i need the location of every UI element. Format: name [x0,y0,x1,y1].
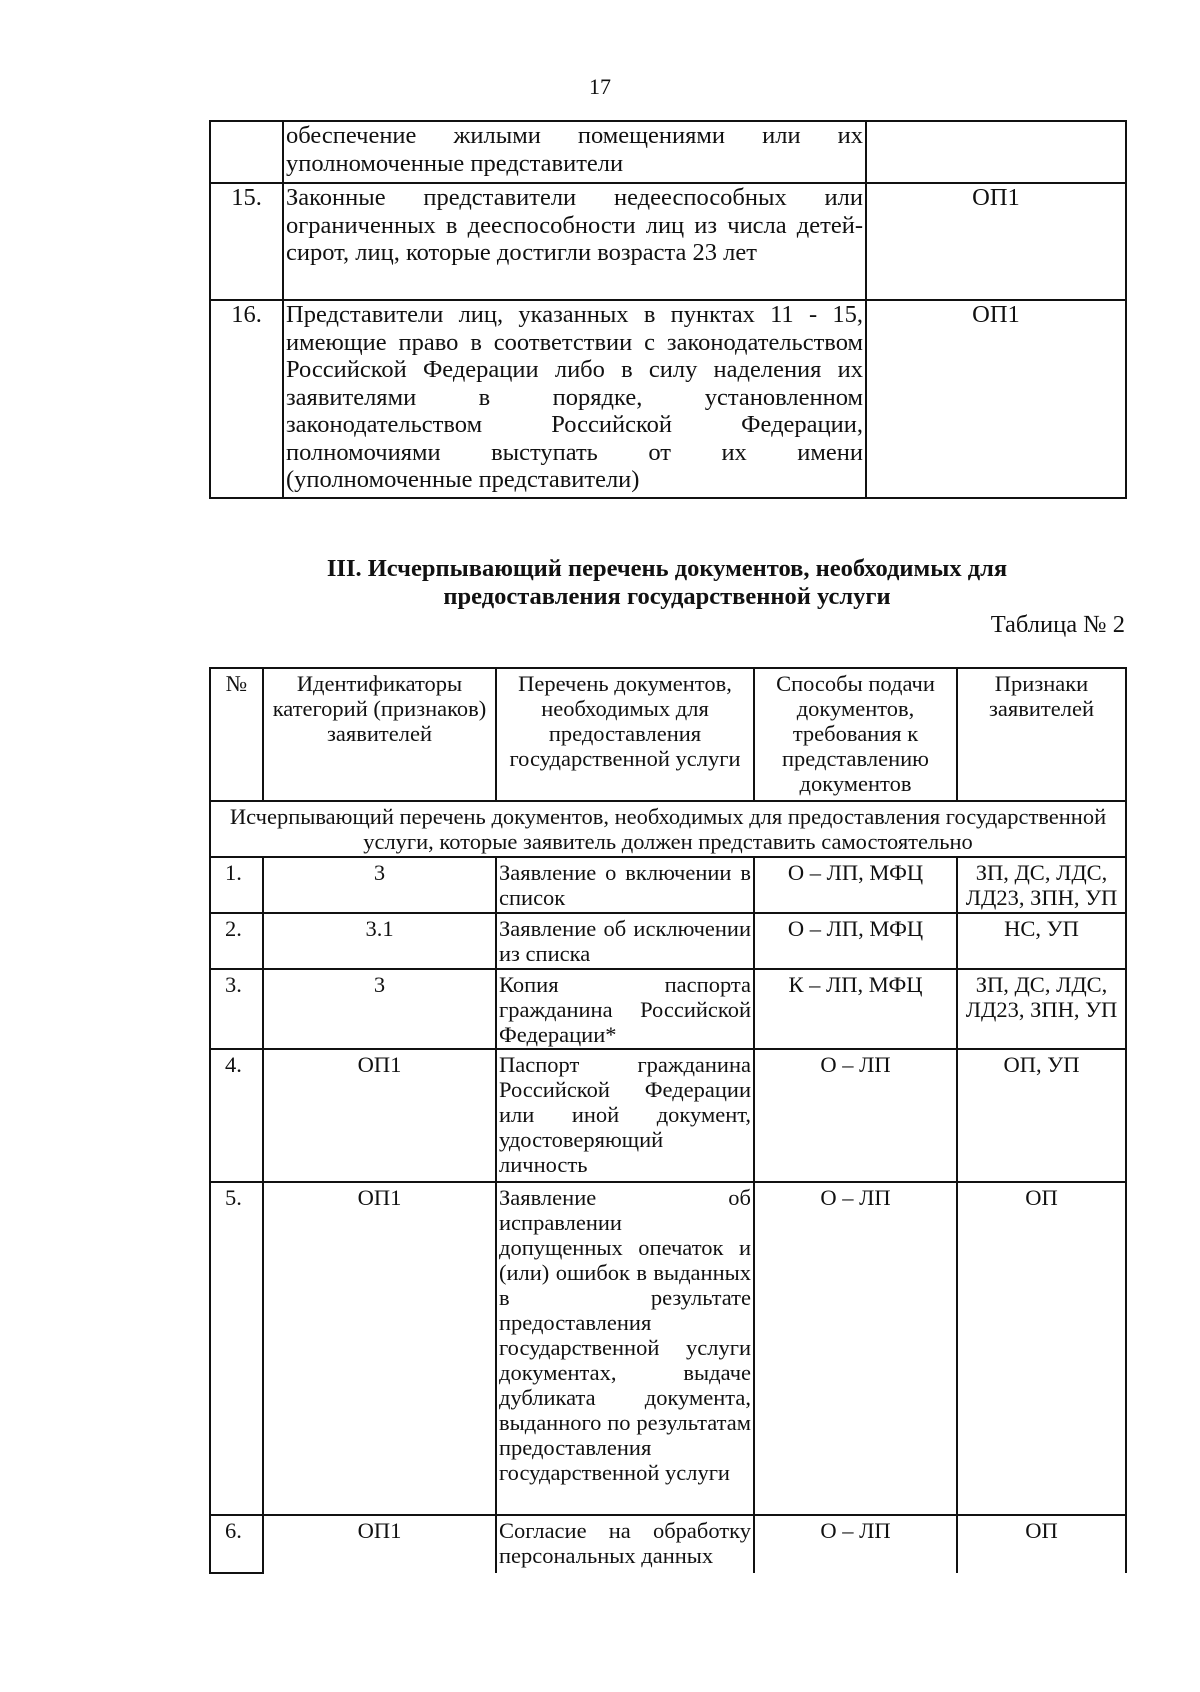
table-section-row [210,801,1126,857]
category-identifier: 3.1 [263,913,496,969]
table-row [210,969,1126,1049]
section-title [209,555,1125,611]
submission-method: О – ЛП [754,1182,957,1515]
category-identifier: ОП1 [263,1515,496,1573]
applicant-signs: ОП, УП [957,1049,1126,1182]
table-row [210,300,1126,498]
category-identifier: 3 [263,969,496,1049]
header-identifiers: Идентификаторы категорий (признаков) заявителей [263,668,496,801]
header-submission-methods: Способы подачи документов, требования к представлению документов [754,668,957,801]
applicant-signs: НС, УП [957,913,1126,969]
applicant-signs: ЗП, ДС, ЛДС, ЛД23, ЗПН, УП [957,969,1126,1049]
row-number: 6. [210,1515,263,1573]
category-identifier: ОП1 [263,1182,496,1515]
submission-method: О – ЛП [754,1515,957,1573]
row-number: 2. [210,913,263,969]
document-name: Заявление об исключении из списка [496,913,754,969]
category-identifier: 3 [263,857,496,913]
submission-method: К – ЛП, МФЦ [754,969,957,1049]
document-name: Заявление о включении в список [496,857,754,913]
section-title-line-2: предоставления государственной услуги [443,583,891,610]
table-row [210,1049,1126,1182]
applicant-category-text: обеспечение жилыми помещениями или их уполномоченные представители [283,121,866,183]
row-number: 3. [210,969,263,1049]
submission-method: О – ЛП, МФЦ [754,857,957,913]
document-name: Согласие на обработку персональных данных [496,1515,754,1573]
table-row [210,913,1126,969]
applicant-signs: ОП [957,1182,1126,1515]
applicant-signs: ЗП, ДС, ЛДС, ЛД23, ЗПН, УП [957,857,1126,913]
document-name: Паспорт гражданина Российской Федерации или иной документ, удостоверяющий личность [496,1049,754,1182]
submission-method: О – ЛП, МФЦ [754,913,957,969]
applicant-identifier: ОП1 [866,183,1126,300]
applicant-identifier: ОП1 [866,300,1126,498]
table-row [210,857,1126,913]
documents-table [209,667,1127,1574]
table-caption: Таблица № 2 [990,611,1125,638]
header-applicant-signs: Признаки заявителей [957,668,1126,801]
section-title-line-1: III. Исчерпывающий перечень документов, необходимых для [326,555,1008,582]
category-identifier: ОП1 [263,1049,496,1182]
section-row-text: Исчерпывающий перечень документов, необходимых для предоставления государственной услуги, которые заявитель должен представить самостоятельно [210,801,1126,857]
header-documents: Перечень документов, необходимых для предоставления государственной услуги [496,668,754,801]
row-number: 1. [210,857,263,913]
applicant-signs: ОП [957,1515,1126,1573]
row-number: 15. [210,183,283,300]
table-row [210,1182,1126,1515]
submission-method: О – ЛП [754,1049,957,1182]
table-row [210,183,1126,300]
document-name: Копия паспорта гражданина Российской Федерации* [496,969,754,1049]
table-row [210,1515,1126,1573]
row-number: 5. [210,1182,263,1515]
row-number: 4. [210,1049,263,1182]
applicant-category-text: Законные представители недееспособных или ограниченных в дееспособности лиц из числа детей-сирот, лиц, которые достигли возраста 23 лет [283,183,866,300]
table-header-row [210,668,1126,801]
header-number: № [210,668,263,801]
applicant-category-text: Представители лиц, указанных в пунктах 11 - 15, имеющие право в соответствии с законодательством Российской Федерации либо в силу наделения их заявителями в порядке, установленном законодательством Российской Федерации, полномочиями выступать от их имени (уполномоченные представители) [283,300,866,498]
table-row [210,121,1126,183]
applicants-table-continuation [209,120,1127,499]
row-number [210,121,283,183]
row-number: 16. [210,300,283,498]
applicant-identifier [866,121,1126,183]
document-name: Заявление об исправлении допущенных опечаток и (или) ошибок в выданных в результате предоставления государственной услуги документах, выдаче дубликата документа, выданного по результатам предоставления государственной услуги [496,1182,754,1515]
page-number: 17 [589,74,611,99]
